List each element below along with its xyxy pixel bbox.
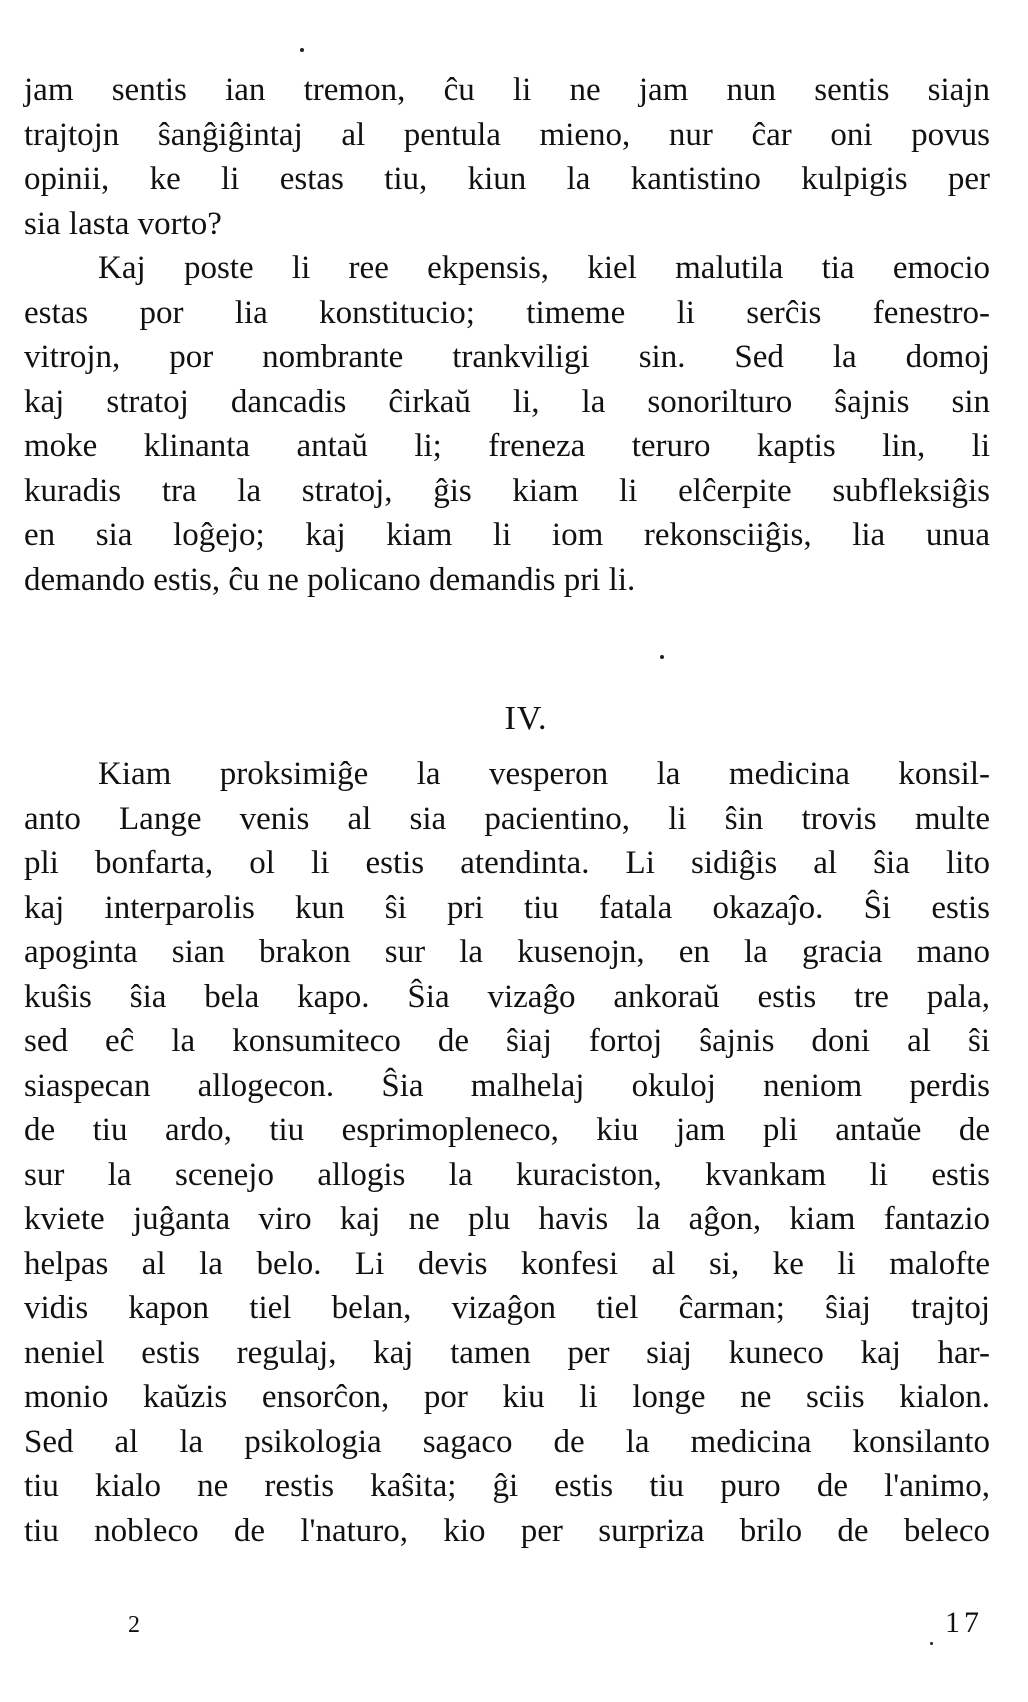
text-line: jam sentis ian tremon, ĉu li ne jam nun sentis siajn — [24, 72, 990, 108]
text-line: sia lasta vorto? — [24, 205, 222, 242]
text-line: tiu nobleco de l'naturo, kio per surpriza brilo de beleco — [24, 1512, 990, 1549]
text-line: kuŝis ŝia bela kapo. Ŝia vizaĝo ankoraŭ estis tre pala, — [24, 978, 990, 1015]
scan-speck — [660, 655, 664, 659]
text-line: vidis kapon tiel belan, vizaĝon tiel ĉarman; ŝiaj trajtoj — [24, 1290, 990, 1326]
text-line: demando estis, ĉu ne policano demandis pri li. — [24, 561, 636, 598]
text-line: sur la scenejo allogis la kuraciston, kvankam li estis — [24, 1156, 990, 1193]
page-number: 17 — [945, 1606, 983, 1639]
text-line: siaspecan allogecon. Ŝia malhelaj okuloj neniom perdis — [24, 1067, 990, 1104]
text-line: kaj stratoj dancadis ĉirkaŭ li, la sonorilturo ŝajnis sin — [24, 383, 990, 420]
text-line: pli bonfarta, ol li estis atendinta. Li sidiĝis al ŝia lito — [24, 845, 990, 881]
text-line: monio kaŭzis ensorĉon, por kiu li longe ne sciis kialon. — [24, 1379, 990, 1415]
text-line: neniel estis regulaj, kaj tamen per siaj kuneco kaj har- — [24, 1334, 990, 1371]
text-line: tiu kialo ne restis kaŝita; ĝi estis tiu puro de l'animo, — [24, 1468, 990, 1504]
text-line: helpas al la belo. Li devis konfesi al si, ke li malofte — [24, 1245, 990, 1282]
text-line: estas por lia konstitucio; timeme li serĉis fenestro- — [24, 294, 990, 331]
text-line: en sia loĝejo; kaj kiam li iom rekonsciiĝis, lia unua — [24, 517, 990, 553]
text-line: kuradis tra la stratoj, ĝis kiam li elĉerpite subfleksiĝis — [24, 472, 990, 509]
text-line: kviete juĝanta viro kaj ne plu havis la aĝon, kiam fantazio — [24, 1201, 990, 1237]
text-line: apoginta sian brakon sur la kusenojn, en la gracia mano — [24, 934, 990, 970]
signature-mark: 2 — [128, 1612, 140, 1638]
text-line: Kaj poste li ree ekpensis, kiel malutila tia emocio — [98, 250, 990, 286]
text-line: trajtojn ŝanĝiĝintaj al pentula mieno, nur ĉar oni povus — [24, 116, 990, 153]
text-line: Kiam proksimiĝe la vesperon la medicina konsil- — [98, 756, 990, 792]
paragraph-block-2 — [24, 752, 990, 1553]
chapter-heading: IV. — [504, 700, 548, 737]
scan-speck — [930, 1642, 933, 1645]
text-line: kaj interparolis kun ŝi pri tiu fatala okazaĵo. Ŝi estis — [24, 889, 990, 926]
text-line: vitrojn, por nombrante trankviligi sin. Sed la domoj — [24, 339, 990, 375]
text-line: de tiu ardo, tiu esprimopleneco, kiu jam pli antaŭe de — [24, 1112, 990, 1148]
text-line: opinii, ke li estas tiu, kiun la kantistino kulpigis per — [24, 161, 990, 197]
text-line: Sed al la psikologia sagaco de la medicina konsilanto — [24, 1423, 990, 1460]
scan-speck — [300, 48, 304, 52]
text-line: sed eĉ la konsumiteco de ŝiaj fortoj ŝajnis doni al ŝi — [24, 1023, 990, 1059]
text-line: anto Lange venis al sia pacientino, li ŝin trovis multe — [24, 800, 990, 837]
text-line: moke klinanta antaŭ li; freneza teruro kaptis lin, li — [24, 428, 990, 464]
paragraph-block-1 — [24, 68, 990, 602]
